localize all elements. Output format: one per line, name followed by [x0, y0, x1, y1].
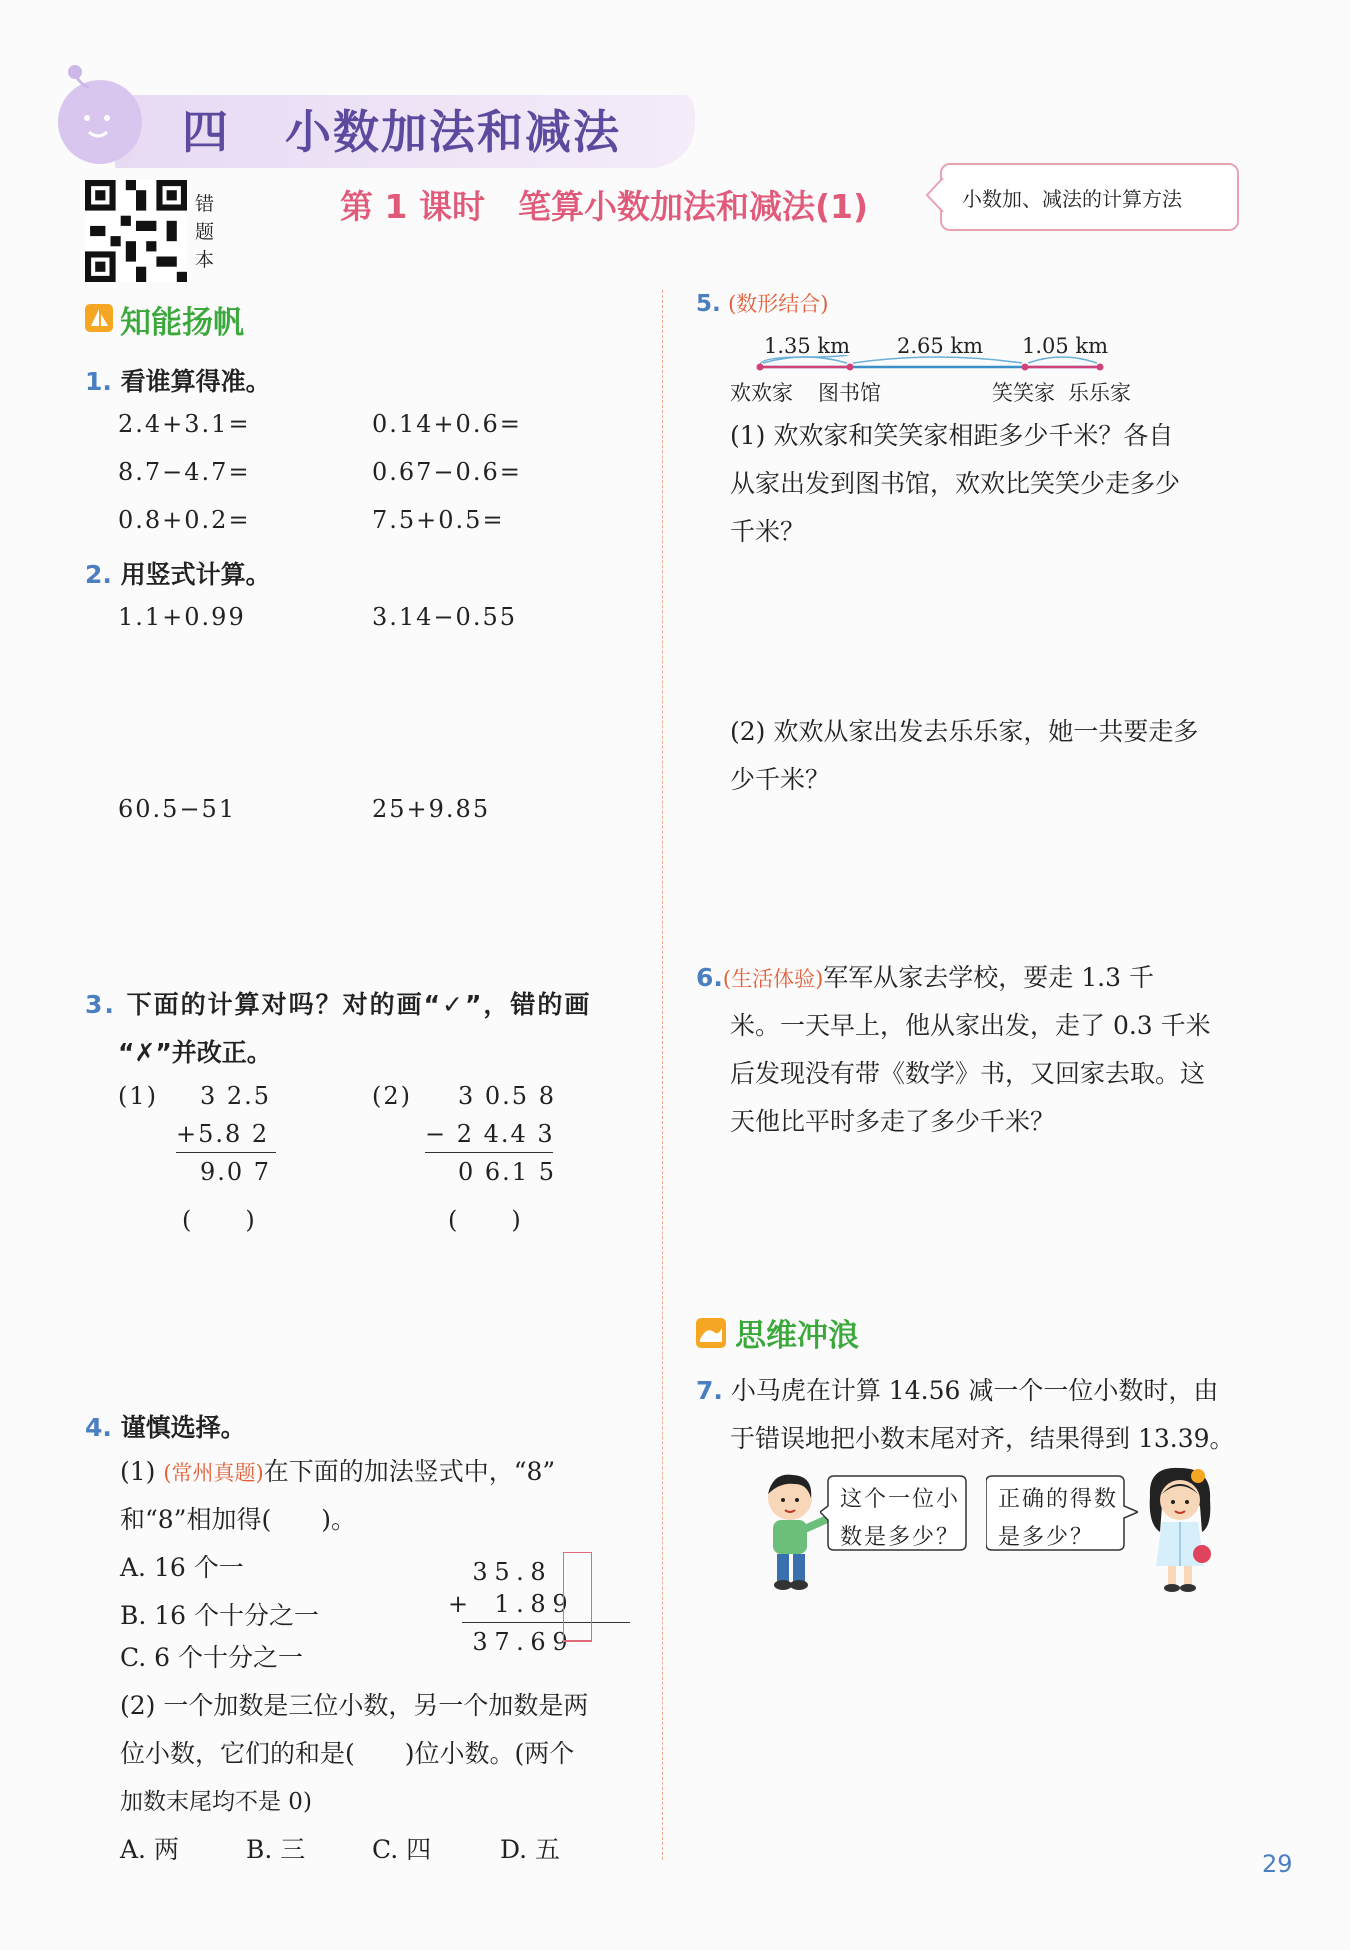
q1-item: 2.4+3.1=: [118, 410, 251, 438]
q3-p1-line: [176, 1152, 276, 1153]
digit: 8: [530, 1590, 548, 1618]
q5-place: 笑笑家: [992, 381, 1055, 405]
boy-illustration: [755, 1470, 830, 1595]
q4-option[interactable]: C. 四: [372, 1835, 432, 1864]
digit: 3: [472, 1558, 490, 1586]
qr-label-char: 错: [195, 193, 215, 215]
q6-tag: (生活体验): [722, 967, 824, 991]
sail-icon: [85, 304, 113, 332]
digit: 8: [530, 1558, 548, 1586]
qr-code-icon[interactable]: [85, 180, 187, 282]
q4-p2-line1: (2) 一个加数是三位小数，另一个加数是两: [120, 1691, 589, 1720]
q5-place: 欢欢家: [730, 381, 793, 405]
q4-vertical-row3: [470, 1628, 572, 1656]
unit-number: 四: [182, 105, 232, 159]
q4-option[interactable]: A. 两: [120, 1835, 179, 1864]
bubble1-line2: 数是多少？: [840, 1525, 961, 1550]
q7-line1: [696, 1367, 1218, 1415]
column-divider: [662, 290, 663, 1860]
section-heading-2: 思维冲浪: [735, 1318, 859, 1354]
q5-number: 5.: [696, 291, 721, 317]
q5-distance-1: 1.35 km: [764, 334, 851, 358]
q2-heading: [85, 555, 271, 591]
girl-illustration: [1140, 1466, 1220, 1596]
q3-p2-result: 0 6.1 5: [458, 1158, 556, 1186]
q3-title-line1: 下面的计算对吗？对的画“✓”，错的画: [126, 990, 592, 1019]
q5-place: 乐乐家: [1068, 381, 1131, 405]
q6-text: 军军从家去学校，要走 1.3 千: [823, 963, 1154, 992]
wave-icon: [696, 1318, 726, 1348]
q5-p2-line1: (2) 欢欢从家出发去乐乐家，她一共要走多: [730, 717, 1199, 746]
q2-title: 用竖式计算。: [120, 560, 271, 589]
q3-p2-label: (2): [372, 1082, 412, 1110]
q4-title: 谨慎选择。: [120, 1413, 246, 1442]
q4-option[interactable]: A. 16 个一: [120, 1553, 244, 1582]
q4-tag: (常州真题): [163, 1461, 264, 1485]
digit: 6: [530, 1628, 548, 1656]
digit: 1: [494, 1590, 512, 1618]
page-number: 29: [1262, 1850, 1293, 1878]
q5-p1-line1: (1) 欢欢家和笑笑家相距多少千米？各自: [730, 421, 1174, 450]
q4-option[interactable]: B. 三: [246, 1835, 306, 1864]
bubble2-line1: 正确的得数: [998, 1487, 1119, 1512]
q1-number: 1.: [85, 367, 112, 396]
q5-p2-line2: 少千米？: [730, 765, 831, 794]
q4-option[interactable]: D. 五: [500, 1835, 561, 1864]
q4-p2-line2: 位小数，它们的和是( )位小数。(两个: [120, 1739, 575, 1768]
q5-place: 图书馆: [818, 381, 881, 405]
q6-line2: 米。一天早上，他从家出发，走了 0.3 千米: [730, 1011, 1211, 1040]
q5-number-line: [755, 355, 1105, 375]
q3-p2-mid: − 2 4.4 3: [425, 1120, 555, 1148]
q3-title-line2: “✗”并改正。: [118, 1038, 272, 1067]
q3-p2-answer[interactable]: ( ): [448, 1206, 523, 1234]
digit: 5: [494, 1558, 512, 1586]
qr-label-char: 题: [195, 221, 215, 243]
highlight-box-bottom: [563, 1618, 592, 1641]
bubble2-line2: 是多少？: [998, 1525, 1095, 1550]
q5-p1-line2: 从家出发到图书馆，欢欢比笑笑少走多少: [730, 469, 1181, 498]
section-heading-1: 知能扬帆: [120, 305, 244, 341]
q5-distance-3: 1.05 km: [1022, 334, 1109, 358]
q2-number: 2.: [85, 560, 112, 589]
bubble1-line1: 这个一位小: [840, 1487, 961, 1512]
digit: 9: [552, 1590, 570, 1618]
q1-item: 7.5+0.5=: [372, 506, 505, 534]
q7-number: 7.: [696, 1376, 723, 1405]
q4-option[interactable]: B. 16 个十分之一: [120, 1601, 320, 1630]
unit-title: 小数加法和减法: [285, 105, 621, 159]
q4-p1-line1: (1) (常州真题)在下面的加法竖式中，“8”: [120, 1457, 556, 1486]
qr-label-char: 本: [195, 249, 215, 271]
digit: +: [448, 1590, 471, 1618]
digit: 3: [472, 1628, 490, 1656]
q4-vertical-row2: [448, 1590, 572, 1618]
q3-p1-top: 3 2.5: [200, 1082, 272, 1110]
q1-item: 0.8+0.2=: [118, 506, 251, 534]
q7-line2: 于错误地把小数末尾对齐，结果得到 13.39。: [730, 1424, 1235, 1453]
lesson-title: 第 1 课时 笔算小数加法和减法(1): [340, 187, 869, 226]
digit: .: [516, 1628, 526, 1656]
q4-p1-line2: 和“8”相加得( )。: [120, 1505, 356, 1534]
q4-p1-text: 在下面的加法竖式中，“8”: [263, 1457, 556, 1486]
q3-p2-top: 3 0.5 8: [458, 1082, 556, 1110]
q6-number: 6.: [696, 963, 723, 992]
q5-tag: (数形结合): [728, 292, 829, 316]
qr-label: [195, 190, 219, 274]
q4-p2-line3: 加数末尾均不是 0): [120, 1789, 312, 1815]
q3-p1-label: (1): [118, 1082, 158, 1110]
q6-line1: [696, 954, 1154, 1003]
q2-item: 1.1+0.99: [118, 603, 246, 631]
q1-title: 看谁算得准。: [120, 367, 271, 396]
q2-item: 25+9.85: [372, 795, 491, 823]
q1-item: 0.14+0.6=: [372, 410, 522, 438]
q4-vertical-row1: [470, 1558, 550, 1586]
tag-pointer: [925, 178, 945, 212]
q3-p2-line: [425, 1152, 553, 1153]
q1-heading: [85, 362, 271, 398]
q2-item: 3.14−0.55: [372, 603, 517, 631]
q6-line3: 后发现没有带《数学》书，又回家去取。这: [730, 1059, 1206, 1088]
q3-number: 3.: [85, 990, 116, 1019]
digit: .: [516, 1590, 526, 1618]
q7-text: 小马虎在计算 14.56 减一个一位小数时，由: [730, 1376, 1219, 1405]
q2-item: 60.5−51: [118, 795, 237, 823]
q5-distance-2: 2.65 km: [897, 334, 984, 358]
q3-p1-answer[interactable]: ( ): [182, 1206, 257, 1234]
q4-number: 4.: [85, 1413, 112, 1442]
q6-line4: 天他比平时多走了多少千米？: [730, 1107, 1056, 1136]
q5-heading: [696, 288, 828, 318]
q1-item: 8.7−4.7=: [118, 458, 251, 486]
q3-p1-result: 9.0 7: [200, 1158, 272, 1186]
lesson-tag: 小数加、减法的计算方法: [962, 187, 1182, 211]
q4-vertical-line: [462, 1622, 630, 1623]
q4-heading: [85, 1408, 246, 1444]
q4-option[interactable]: C. 6 个十分之一: [120, 1643, 303, 1672]
digit: .: [516, 1558, 526, 1586]
digit: 7: [494, 1628, 512, 1656]
q5-p1-line3: 千米？: [730, 517, 806, 546]
q3-p1-mid: +5.8 2: [176, 1120, 270, 1148]
digit: 9: [552, 1628, 570, 1656]
q3-heading: [85, 985, 591, 1021]
q1-item: 0.67−0.6=: [372, 458, 522, 486]
